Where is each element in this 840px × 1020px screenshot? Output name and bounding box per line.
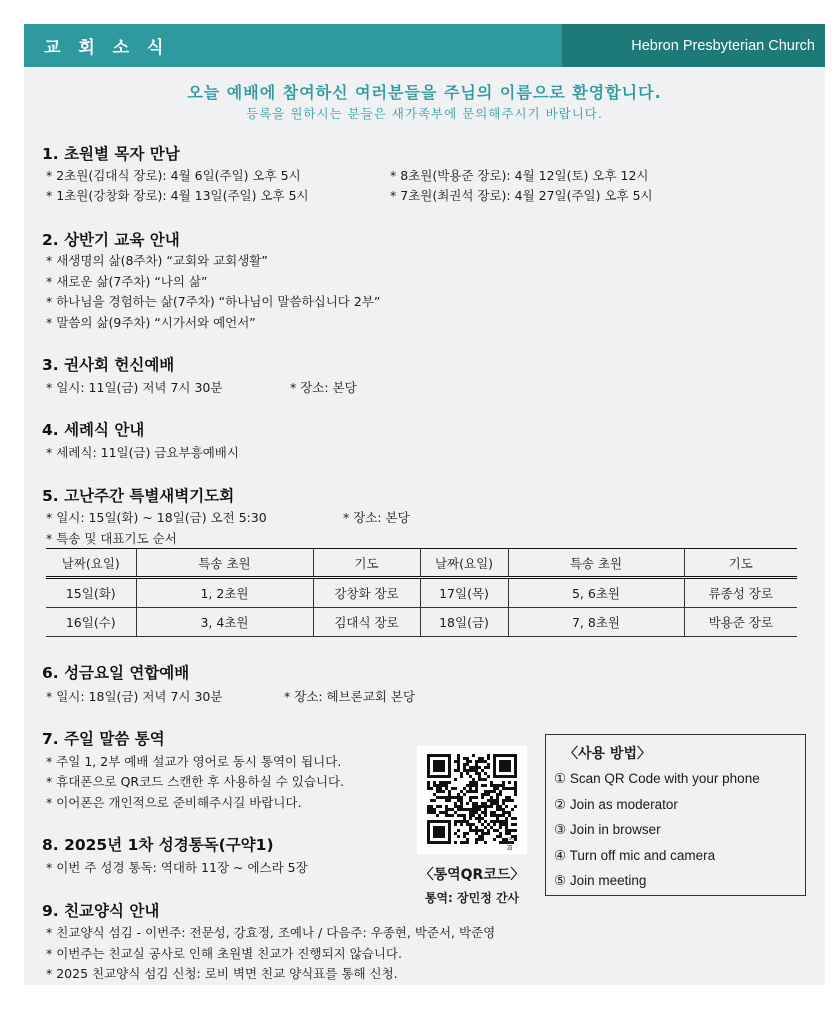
usage-step: ⑤ Join meeting — [554, 873, 647, 888]
table-row — [46, 578, 797, 608]
section-line: * 8초원(박용준 장로): 4월 12일(토) 오후 12시 — [390, 168, 649, 183]
section-title: 7. 주일 말씀 통역 — [42, 730, 165, 748]
section-line: * 이번주는 친교실 공사로 인해 초원별 친교가 진행되지 않습니다. — [46, 946, 402, 961]
usage-step: ② Join as moderator — [554, 797, 678, 812]
table-row — [46, 608, 797, 637]
prayer-schedule-table — [46, 548, 797, 637]
section-line: * 친교양식 섬김 - 이번주: 전문성, 강효정, 조예나 / 다음주: 우종현, 박준서, 박준영 — [46, 925, 496, 940]
table-header-row — [46, 549, 797, 578]
welcome-line-1: 오늘 예배에 참여하신 여러분들을 주님의 이름으로 환영합니다. — [187, 83, 662, 102]
section-line: * 2초원(김대식 장로): 4월 6일(주일) 오후 5시 — [46, 168, 301, 183]
section-line: * 새생명의 삶(8주차) “교회와 교회생활” — [46, 253, 268, 268]
table-cell: 18일(금) — [420, 608, 508, 637]
table-cell: 15일(화) — [46, 578, 136, 608]
section-line: * 세례식: 11일(금) 금요부흥예배시 — [46, 445, 239, 460]
section-line: * 장소: 헤브론교회 본당 — [284, 689, 416, 704]
section-line: * 장소: 본당 — [290, 380, 357, 395]
section-line: * 일시: 11일(금) 저녁 7시 30분 — [46, 380, 223, 395]
welcome-line-2: 등록을 원하시는 분들은 새가족부에 문의해주시기 바랍니다. — [246, 106, 603, 121]
header-title: 교 회 소 식 — [24, 24, 562, 67]
section-line: * 주일 1, 2부 예배 설교가 영어로 동시 통역이 됩니다. — [46, 754, 342, 769]
column-header: 특송 초원 — [136, 549, 313, 578]
section-line: * 2025 친교양식 섬김 신청: 로비 벽면 친교 양식표를 통해 신청. — [46, 966, 398, 981]
column-header: 날짜(요일) — [420, 549, 508, 578]
usage-step: ① Scan QR Code with your phone — [554, 771, 760, 786]
section-title: 6. 성금요일 연합예배 — [42, 664, 190, 682]
section-line: * 7초원(최권석 장로): 4월 27일(주일) 오후 5시 — [390, 188, 653, 203]
church-name: Hebron Presbyterian Church — [562, 24, 825, 67]
column-header: 기도 — [684, 549, 797, 578]
section-title: 5. 고난주간 특별새벽기도회 — [42, 487, 235, 505]
section-title: 2. 상반기 교육 안내 — [42, 231, 180, 249]
section-line: * 일시: 15일(화) ~ 18일(금) 오전 5:30 — [46, 510, 267, 525]
section-title: 9. 친교양식 안내 — [42, 902, 160, 920]
table-cell: 3, 4초원 — [136, 608, 313, 637]
section-line: * 하나님을 경험하는 삶(7주차) “하나님이 말씀하십니다 2부” — [46, 294, 381, 309]
usage-step: ④ Turn off mic and camera — [554, 848, 716, 863]
usage-instructions-box — [545, 734, 806, 896]
table-cell: 5, 6초원 — [508, 578, 684, 608]
section-line: * 휴대폰으로 QR코드 스캔한 후 사용하실 수 있습니다. — [46, 774, 345, 789]
table-cell: 박용준 장로 — [708, 615, 773, 630]
column-header: 날짜(요일) — [46, 549, 136, 578]
section-line: * 장소: 본당 — [343, 510, 410, 525]
table-cell: 16일(수) — [46, 608, 136, 637]
header-bar — [24, 24, 825, 67]
section-title: 3. 권사회 헌신예배 — [42, 356, 175, 374]
qr-code[interactable] — [417, 746, 527, 854]
section-title: 8. 2025년 1차 성경통독(구약1) — [42, 836, 274, 854]
section-line: * 이어폰은 개인적으로 준비해주시길 바랍니다. — [46, 795, 302, 810]
section-line: * 1초원(강창화 장로): 4월 13일(주일) 오후 5시 — [46, 188, 309, 203]
table-cell: 17일(목) — [420, 578, 508, 608]
qr-corner-label: bitly — [507, 836, 514, 850]
table-cell: 강창화 장로 — [313, 578, 420, 608]
column-header: 기도 — [313, 549, 420, 578]
section-line: * 말씀의 삶(9주차) “시가서와 예언서” — [46, 315, 256, 330]
section-title: 4. 세례식 안내 — [42, 421, 145, 439]
table-cell: 1, 2초원 — [136, 578, 313, 608]
interpreter-name: 통역: 장민정 간사 — [424, 891, 520, 905]
qr-caption: 〈통역QR코드〉 — [419, 867, 525, 883]
table-cell: 김대식 장로 — [313, 608, 420, 637]
section-line: * 새로운 삶(7주차) “나의 삶” — [46, 274, 208, 289]
section-line: * 일시: 18일(금) 저녁 7시 30분 — [46, 689, 223, 704]
usage-step: ③ Join in browser — [554, 822, 661, 837]
section-line: * 특송 및 대표기도 순서 — [46, 531, 177, 546]
section-title: 1. 초원별 목자 만남 — [42, 145, 180, 163]
table-cell: 7, 8초원 — [508, 608, 684, 637]
table-cell: 류종성 장로 — [708, 586, 773, 601]
section-line: * 이번 주 성경 통독: 역대하 11장 ~ 에스라 5장 — [46, 860, 308, 875]
qr-code-image — [417, 746, 527, 854]
column-header: 특송 초원 — [508, 549, 684, 578]
usage-title: 〈사용 방법〉 — [564, 746, 651, 762]
